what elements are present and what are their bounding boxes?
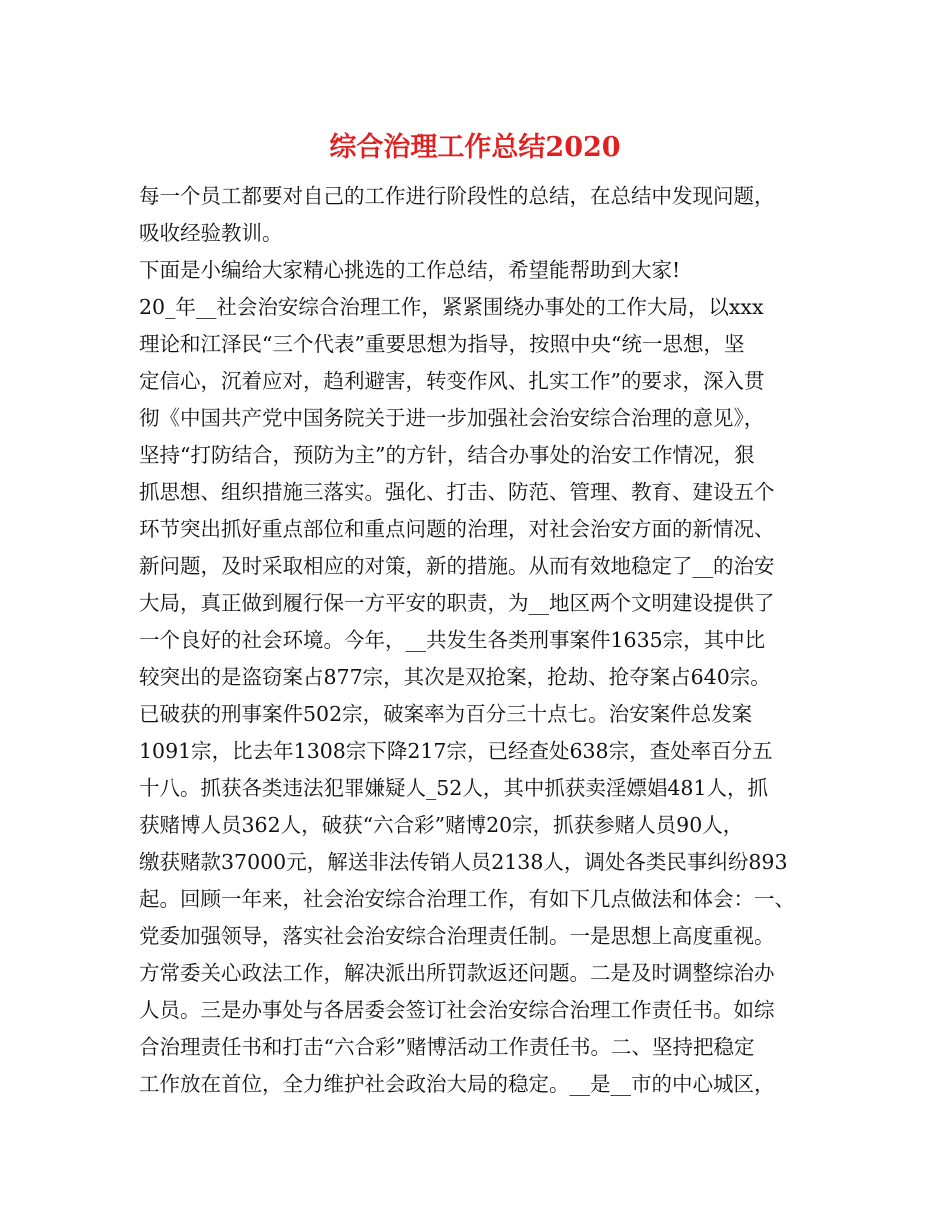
document-body (139, 178, 819, 1103)
body-line: 人员。三是办事处与各居委会签订社会治安综合治理工作责任书。如综 (139, 998, 775, 1022)
body-line: 十八。抓获各类违法犯罪嫌疑人_52人，其中抓获卖淫嫖娼481人，抓 (139, 776, 768, 800)
body-line: 起。回顾一年来，社会治安综合治理工作，有如下几点做法和体会：一、 (139, 887, 795, 911)
body-line: 下面是小编给大家精心挑选的工作总结，希望能帮助到大家! (139, 258, 681, 282)
body-line: 合治理责任书和打击“六合彩”赌博活动工作责任书。二、坚持把稳定 (139, 1035, 755, 1059)
body-line: 党委加强领导，落实社会治安综合治理责任制。一是思想上高度重视。 (139, 924, 775, 948)
body-line: 抓思想、组织措施三落实。强化、打击、防范、管理、教育、建设五个 (139, 480, 775, 504)
body-line: 工作放在首位，全力维护社会政治大局的稳定。__是__市的中心城区， (139, 1072, 775, 1096)
body-line: 已破获的刑事案件502宗，破案率为百分三十点七。治安案件总发案 (139, 702, 753, 726)
body-line: 缴获赌款37000元，解送非法传销人员2138人，调处各类民事纠纷893 (139, 850, 788, 874)
body-line: 理论和江泽民“三个代表”重要思想为指导，按照中央“统一思想，坚 (139, 332, 745, 356)
body-line: 吸收经验教训。 (139, 221, 283, 245)
body-line: 彻《中国共产党中国务院关于进一步加强社会治安综合治理的意见》， (139, 406, 765, 430)
body-line: 1091宗，比去年1308宗下降217宗，已经查处638宗，查处率百分五 (139, 739, 773, 763)
body-line: 20_年__社会治安综合治理工作，紧紧围绕办事处的工作大局，以xxx (139, 295, 764, 319)
body-line: 环节突出抓好重点部位和重点问题的治理，对社会治安方面的新情况、 (139, 517, 775, 541)
body-line: 新问题，及时采取相应的对策，新的措施。从而有效地稳定了__的治安 (139, 554, 775, 578)
body-line: 定信心，沉着应对，趋利避害，转变作风、扎实工作”的要求，深入贯 (139, 369, 765, 393)
body-line: 坚持“打防结合，预防为主”的方针，结合办事处的治安工作情况，狠 (139, 443, 755, 467)
body-line: 方常委关心政法工作，解决派出所罚款返还问题。二是及时调整综治办 (139, 961, 775, 985)
body-line: 大局，真正做到履行保一方平安的职责，为__地区两个文明建设提供了 (139, 591, 775, 615)
body-line: 较突出的是盗窃案占877宗，其次是双抢案，抢劫、抢夺案占640宗。 (139, 665, 771, 689)
body-line: 每一个员工都要对自己的工作进行阶段性的总结，在总结中发现问题， (139, 184, 775, 208)
document-title: 综合治理工作总结2020 (329, 132, 621, 163)
body-line: 一个良好的社会环境。今年，__共发生各类刑事案件1635宗，其中比 (139, 628, 766, 652)
body-line: 获赌博人员362人，破获“六合彩”赌博20宗，抓获参赌人员90人， (139, 813, 744, 837)
